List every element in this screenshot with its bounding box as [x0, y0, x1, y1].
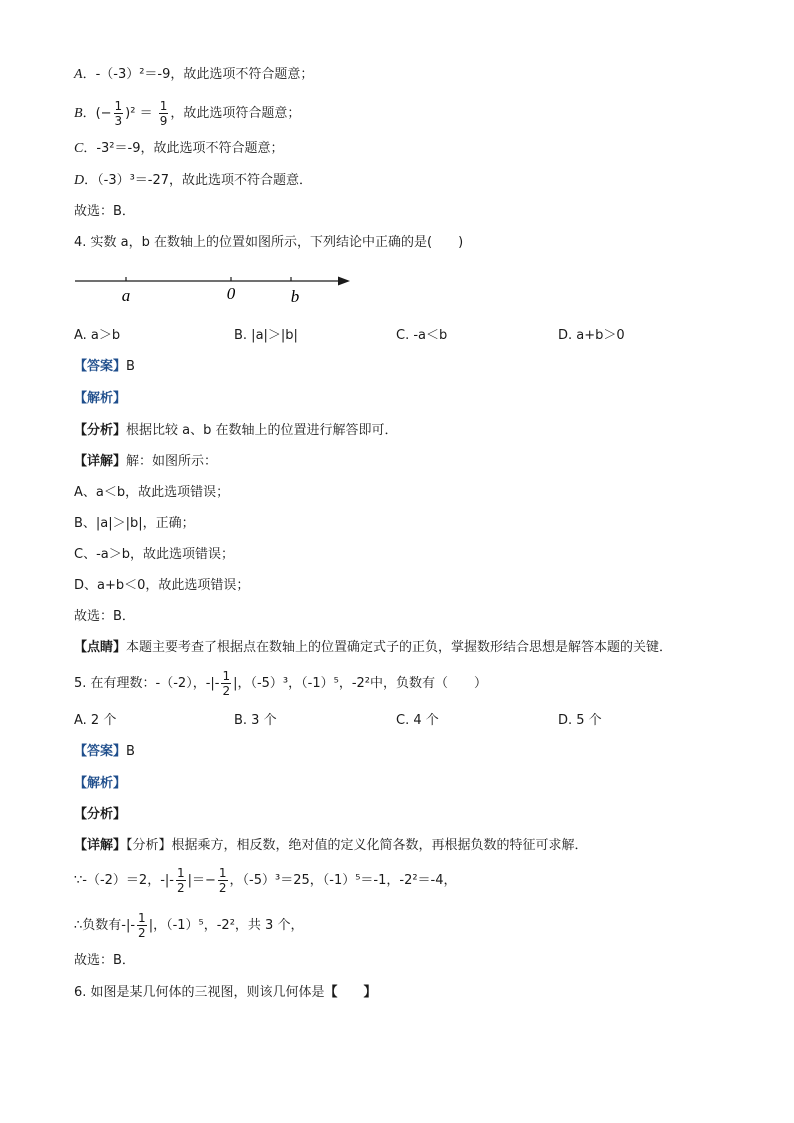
q3-option-b: B．(− $\frac{1}{3}$ )² ＝ $\frac{1}{9}$ ，故此选项符合题意；: [74, 99, 301, 128]
fraction: $\frac{1}{2}$: [138, 911, 146, 940]
q4-step-d: D、a+b＜0，故此选项错误；: [74, 578, 250, 593]
label-a: a: [121, 286, 131, 305]
q5-because: ∵-（-2）＝2，-|- $\frac{1}{2}$ |＝− $\frac{1}{2}$ ，（-5）³＝25，（-1）⁵＝-1，-2²＝-4，: [74, 866, 457, 895]
label-zero: 0: [226, 284, 236, 303]
arrow-icon: [338, 277, 350, 286]
q4-step-c: C、-a＞b，故此选项错误；: [74, 547, 234, 562]
fraction: $\frac{1}{2}$: [222, 669, 231, 698]
q4-choice: 故选：B．: [74, 609, 135, 624]
q3-choice: 故选：B．: [74, 204, 135, 219]
q5-analysis-tag: 【解析】: [74, 776, 127, 791]
q4-option-b: B. |a|＞|b|: [234, 328, 298, 343]
q5-answer: 【答案】B: [74, 744, 135, 759]
q4-step-a: A、a＜b，故此选项错误；: [74, 485, 230, 500]
number-line-figure: [70, 268, 360, 310]
q4-stem: 4. 实数 a，b 在数轴上的位置如图所示，下列结论中正确的是( ): [74, 235, 464, 250]
fraction: $\frac{1}{3}$: [114, 99, 123, 128]
q4-xiangjie: 【详解】解：如图所示：: [74, 454, 218, 469]
q5-fenxi-tag: 【分析】: [74, 807, 127, 822]
q4-answer: 【答案】B: [74, 359, 135, 374]
label-b: b: [290, 287, 300, 306]
q4-step-b: B、|a|＞|b|，正确；: [74, 516, 195, 531]
q4-option-a: A. a＞b: [74, 328, 121, 343]
q4-dianjing: 【点睛】本题主要考查了根据点在数轴上的位置确定式子的正负，掌握数形结合思想是解答本题的关键．: [74, 640, 673, 655]
q5-therefore: ∴负数有-|- $\frac{1}{2}$ |，（-1）⁵，-2²，共 3 个，: [74, 911, 304, 940]
q3-option-d: D．（-3）³＝-27，故此选项不符合题意．: [74, 173, 313, 188]
q5-option-b: B. 3 个: [234, 713, 277, 728]
q4-fenxi: 【分析】根据比较 a、b 在数轴上的位置进行解答即可．: [74, 423, 398, 438]
q4-option-c: C. -a＜b: [396, 328, 448, 343]
q5-option-a: A. 2 个: [74, 713, 117, 728]
q5-choice: 故选：B．: [74, 953, 135, 968]
q5-xiangjie: 【详解】【分析】根据乘方，相反数，绝对值的定义化简各数，再根据负数的特征可求解．: [74, 838, 588, 853]
fraction: $\frac{1}{2}$: [218, 866, 227, 895]
fraction: $\frac{1}{2}$: [176, 866, 185, 895]
q4-option-d: D. a+b＞0: [558, 328, 625, 343]
fraction: $\frac{1}{9}$: [159, 99, 168, 128]
q3-option-a: A．-（-3）²＝-9，故此选项不符合题意；: [74, 67, 314, 82]
q5-option-c: C. 4 个: [396, 713, 439, 728]
q5-option-d: D. 5 个: [558, 713, 602, 728]
q3-option-c: C．-3²＝-9，故此选项不符合题意；: [74, 141, 284, 156]
q4-analysis-tag: 【解析】: [74, 391, 127, 406]
q6-stem: 6. 如图是某几何体的三视图，则该几何体是【 】: [74, 985, 377, 1000]
q5-stem: 5. 在有理数：-（-2），-|- $\frac{1}{2}$ |，（-5）³，（-1）⁵，-2²中，负数有（ ）: [74, 669, 487, 698]
